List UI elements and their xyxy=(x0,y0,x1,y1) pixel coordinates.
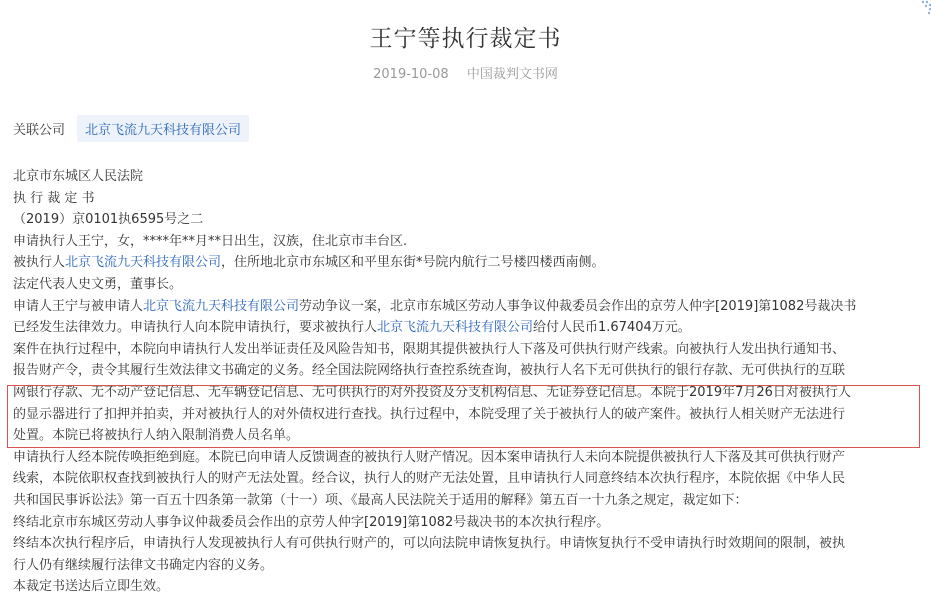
corner-decoration-icon xyxy=(909,0,931,22)
paragraph-line: 已经发生法律效力。申请执行人向本院申请执行，要求被执行人北京飞流九天科技有限公司给付人民币1.67404万元。 xyxy=(13,320,691,336)
paragraph-line: 报告财产令，责令其履行生效法律文书确定的义务。经全国法院网络执行查控系统查询，被执行人名下无可供执行的银行存款、无可供执行的互联 xyxy=(13,363,846,379)
paragraph-line: 线索，本院依职权查找到被执行人的财产无法处置。经合议，执行人的财产无法处置，且申请执行人同意终结本次执行程序，本院依据《中华人民 xyxy=(13,471,846,487)
paragraph-line: 本裁定书送达后立即生效。 xyxy=(13,579,170,595)
company-link[interactable]: 北京飞流九天科技有限公司 xyxy=(143,298,300,314)
paragraph-line: 的显示器进行了扣押并拍卖，并对被执行人的对外债权进行查找。执行过程中，本院受理了关于被执行人的破产案件。被执行人相关财产无法进行 xyxy=(13,406,846,422)
court-name: 北京市东城区人民法院 xyxy=(13,169,144,184)
respondent-info: 被执行人北京飞流九天科技有限公司，住所地北京市东城区和平里东街*号院内航行二号楼四楼西南侧。 xyxy=(13,255,605,271)
paragraph-line: 申请人王宁与被申请人北京飞流九天科技有限公司劳动争议一案，北京市东城区劳动人事争议仲裁委员会作出的京劳人仲字[2019]第1082号裁决书 xyxy=(13,298,857,314)
related-label: 关联公司 xyxy=(13,123,66,138)
publish-date: 2019-10-08 xyxy=(373,67,449,82)
paragraph-line: 申请执行人经本院传唤拒绝到庭。本院已向申请人反馈调查的被执行人财产情况。因本案申请执行人未向本院提供被执行人下落及其可供执行财产 xyxy=(13,449,846,465)
legal-rep: 法定代表人史文勇，董事长。 xyxy=(13,276,183,292)
company-link[interactable]: 北京飞流九天科技有限公司 xyxy=(65,255,222,271)
related-company-row xyxy=(13,115,249,142)
paragraph-line: 行人仍有继续履行法律文书确定内容的义务。 xyxy=(13,557,274,573)
judgment-body xyxy=(13,166,919,598)
applicant-info: 申请执行人王宁，女，****年**月**日出生，汉族，住北京市丰台区. xyxy=(13,233,408,249)
case-number: （2019）京0101执6595号之二 xyxy=(13,212,204,228)
paragraph-line: 共和国民事诉讼法》第一百五十四条第一款第（十一）项、《最高人民法院关于适用的解释》第五百一十九条之规定，裁定如下： xyxy=(13,492,748,508)
paragraph-line: 案件在执行过程中，本院向申请执行人发出举证责任及风险告知书，限期其提供被执行人下落及可供执行财产线索。向被执行人发出执行通知书、 xyxy=(13,341,846,357)
paragraph-line: 终结北京市东城区劳动人事争议仲裁委员会作出的京劳人仲字[2019]第1082号裁决书的本次执行程序。 xyxy=(13,514,610,530)
page-title: 王宁等执行裁定书 xyxy=(369,26,562,52)
paragraph-line: 终结本次执行程序后，申请执行人发现被执行人有可供执行财产的，可以向法院申请恢复执行。申请恢复执行不受申请执行时效期间的限制，被执 xyxy=(13,536,846,552)
related-company-tag[interactable]: 北京飞流九天科技有限公司 xyxy=(77,115,249,142)
doc-type: 执 行 裁 定 书 xyxy=(13,190,95,206)
source-link[interactable]: 中国裁判文书网 xyxy=(466,67,558,82)
paragraph-line: 网银行存款、无不动产登记信息、无车辆登记信息、无可供执行的对外投资及分支机构信息、无证券登记信息。本院于2019年7月26日对被执行人 xyxy=(13,384,851,400)
paragraph-line: 处置。本院已将被执行人纳入限制消费人员名单。 xyxy=(13,428,300,444)
company-link[interactable]: 北京飞流九天科技有限公司 xyxy=(377,320,534,336)
doc-meta xyxy=(0,63,931,82)
